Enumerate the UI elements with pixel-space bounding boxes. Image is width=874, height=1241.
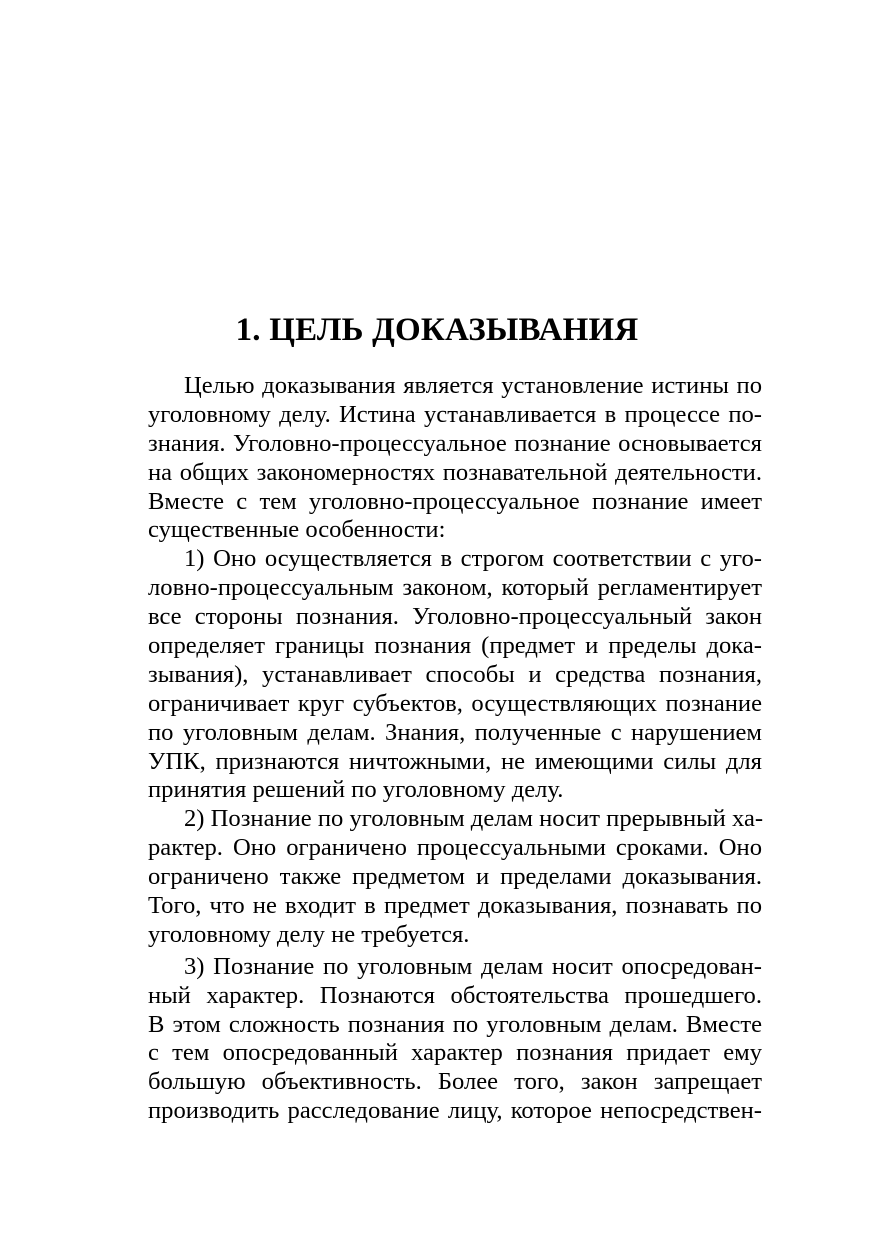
text-line: зывания), устанавливает способы и средства познания, [148,660,762,688]
page-title: 1. ЦЕЛЬ ДОКАЗЫВАНИЯ [235,312,639,348]
text-line: по уголовным делам. Знания, полученные с нарушением [148,718,762,746]
text-line: В этом сложность познания по уголовным делам. Вместе [148,1010,762,1038]
text-line: принятия решений по уголовному делу. [148,776,564,804]
text-line: производить расследование лицу, которое непосредствен- [148,1097,762,1125]
text-line: Того, что не входит в предмет доказывания, познавать по [148,892,762,920]
paragraph-item-3 [112,953,762,1126]
text-line: УПК, признаются ничтожными, не имеющими силы для [148,747,762,775]
text-line: существенные особенности: [148,516,446,544]
paragraph-item-2 [112,805,762,949]
text-line: 1) Оно осуществляется в строгом соответствии с уго- [184,545,762,573]
body-text [112,372,762,1126]
text-line: на общих закономерностях познавательной деятельности. [148,458,762,486]
text-line: определяет границы познания (предмет и пределы дока- [148,632,762,660]
text-line: Целью доказывания является установление истины по [184,372,762,399]
paragraph-intro [112,372,762,545]
text-line: ловно-процессуальным законом, который регламентирует [148,574,762,602]
text-line: с тем опосредованный характер познания придает ему [148,1039,762,1067]
text-line: рактер. Оно ограничено процессуальными сроками. Оно [148,834,762,862]
text-line: ограничивает круг субъектов, осуществляющих познание [148,689,762,717]
text-line: ный характер. Познаются обстоятельства прошедшего. [148,981,762,1009]
paragraph-item-1 [112,545,762,805]
text-line: Вместе с тем уголовно-процессуальное познание имеет [148,487,762,515]
text-line: уголовному делу не требуется. [148,920,470,948]
text-line: ограничено также предметом и пределами доказывания. [148,863,762,891]
text-line: уголовному делу. Истина устанавливается в процессе по- [148,400,762,428]
text-line: 2) Познание по уголовным делам носит прерывный ха- [184,805,764,833]
text-line: большую объективность. Более того, закон запрещает [148,1068,762,1096]
text-line: все стороны познания. Уголовно-процессуальный закон [148,603,762,631]
text-line: 3) Познание по уголовным делам носит опосредован- [184,952,762,980]
text-line: знания. Уголовно-процессуальное познание основывается [148,429,762,457]
